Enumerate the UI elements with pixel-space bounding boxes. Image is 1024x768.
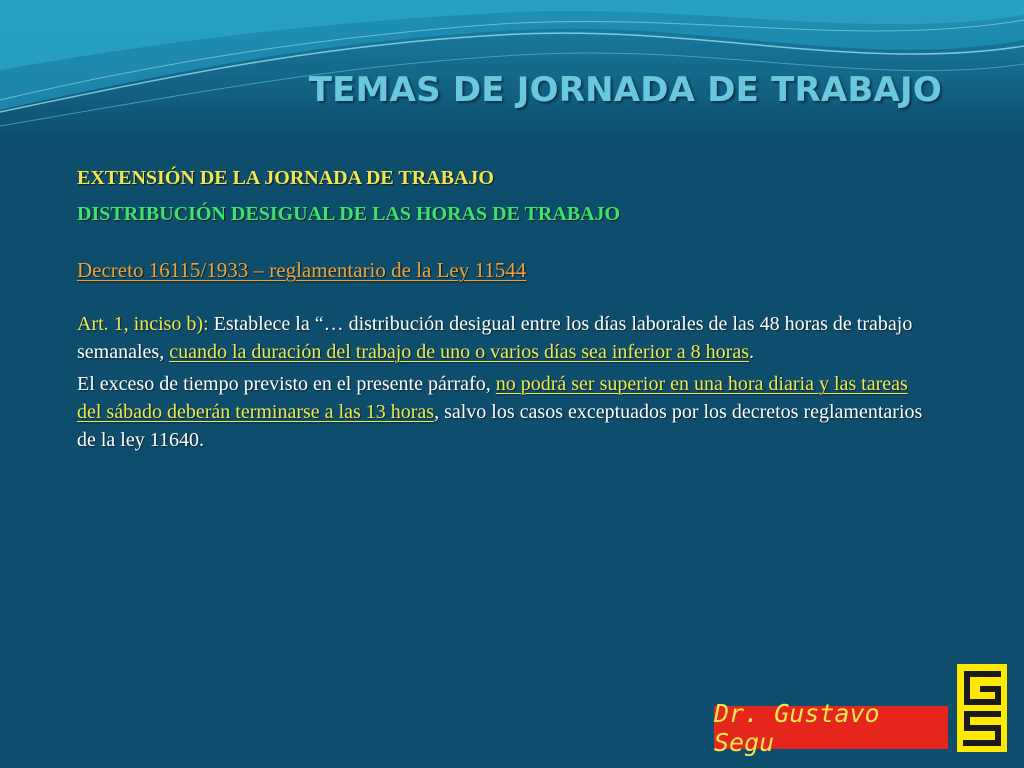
topic-extension: EXTENSIÓN DE LA JORNADA DE TRABAJO bbox=[77, 167, 494, 189]
article-paragraph bbox=[77, 310, 927, 366]
article-text-2: . bbox=[748, 341, 754, 363]
exception-text-2: , salvo los casos exceptuados por los decretos reglamentarios de la ley 11640. bbox=[77, 401, 923, 451]
exception-highlight: no podrá ser superior en una hora diaria y las tareas del sábado deberán terminarse a las 13 horas bbox=[77, 373, 908, 423]
article-highlight: cuando la duración del trabajo de uno o varios días sea inferior a 8 horas bbox=[169, 341, 749, 363]
article-label: Art. 1, inciso b): bbox=[77, 313, 209, 335]
exception-text-1: El exceso de tiempo previsto en el presente párrafo, bbox=[77, 373, 496, 395]
slide-title: TEMAS DE JORNADA DE TRABAJO bbox=[308, 70, 942, 110]
decree-heading: Decreto 16115/1933 – reglamentario de la Ley 11544 bbox=[77, 258, 527, 282]
author-signature: Dr. Gustavo Segu bbox=[714, 706, 948, 749]
slide-content bbox=[77, 160, 927, 454]
gs-logo-mark bbox=[957, 664, 1007, 752]
gs-logo bbox=[957, 664, 1007, 752]
topic-distribution: DISTRIBUCIÓN DESIGUAL DE LAS HORAS DE TRABAJO bbox=[77, 203, 621, 225]
article-text-1: Establece la “… distribución desigual entre los días laborales de las 48 horas de trabajo semanales, bbox=[77, 313, 913, 363]
exception-paragraph bbox=[77, 370, 927, 454]
